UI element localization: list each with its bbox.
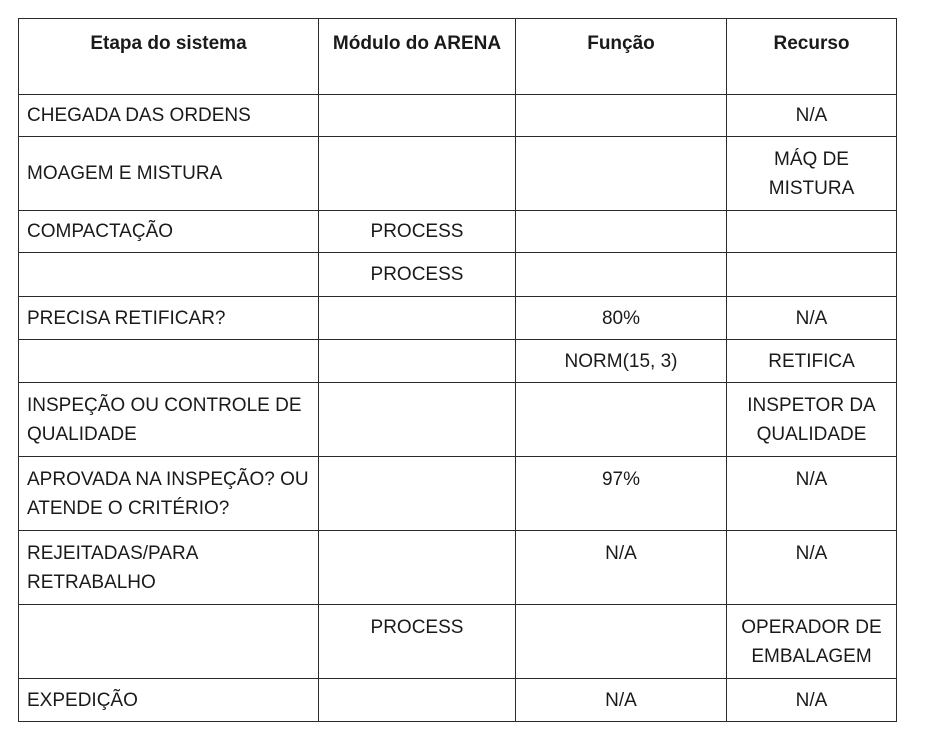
- cell-recurso: OPERADOR DE EMBALAGEM: [727, 605, 897, 679]
- cell-funcao: [516, 95, 727, 137]
- cell-etapa: PRECISA RETIFICAR?: [19, 297, 319, 340]
- table-row: [19, 211, 897, 253]
- table-row: [19, 605, 897, 679]
- table-row: [19, 457, 897, 531]
- cell-recurso: N/A: [727, 531, 897, 605]
- cell-etapa: EXPEDIÇÃO: [19, 679, 319, 722]
- cell-etapa: APROVADA NA INSPEÇÃO? OU ATENDE O CRITÉRIO?: [19, 457, 319, 531]
- cell-funcao: [516, 383, 727, 457]
- cell-recurso: N/A: [727, 457, 897, 531]
- cell-recurso: INSPETOR DA QUALIDADE: [727, 383, 897, 457]
- cell-funcao: 97%: [516, 457, 727, 531]
- table-row: [19, 679, 897, 722]
- cell-modulo: [319, 137, 516, 211]
- cell-modulo: [319, 531, 516, 605]
- cell-recurso: RETIFICA: [727, 340, 897, 383]
- table-row: [19, 383, 897, 457]
- cell-modulo: PROCESS: [319, 605, 516, 679]
- header-row: [19, 19, 897, 95]
- cell-funcao: [516, 137, 727, 211]
- cell-funcao: [516, 253, 727, 297]
- table-row: [19, 297, 897, 340]
- cell-etapa: COMPACTAÇÃO: [19, 211, 319, 253]
- table-row: [19, 95, 897, 137]
- table-row: [19, 531, 897, 605]
- cell-etapa: CHEGADA DAS ORDENS: [19, 95, 319, 137]
- table-row: [19, 137, 897, 211]
- cell-recurso: N/A: [727, 679, 897, 722]
- cell-funcao: [516, 211, 727, 253]
- cell-modulo: PROCESS: [319, 253, 516, 297]
- cell-funcao: N/A: [516, 679, 727, 722]
- header-modulo: Módulo do ARENA: [319, 19, 516, 95]
- header-etapa: Etapa do sistema: [19, 19, 319, 95]
- table-row: [19, 340, 897, 383]
- cell-etapa: MOAGEM E MISTURA: [19, 137, 319, 211]
- cell-recurso: N/A: [727, 297, 897, 340]
- cell-modulo: [319, 383, 516, 457]
- cell-modulo: [319, 95, 516, 137]
- table-row: [19, 253, 897, 297]
- cell-modulo: [319, 340, 516, 383]
- cell-funcao: NORM(15, 3): [516, 340, 727, 383]
- cell-recurso: [727, 211, 897, 253]
- cell-recurso: [727, 253, 897, 297]
- cell-modulo: PROCESS: [319, 211, 516, 253]
- cell-funcao: N/A: [516, 531, 727, 605]
- header-funcao: Função: [516, 19, 727, 95]
- cell-etapa: INSPEÇÃO OU CONTROLE DE QUALIDADE: [19, 383, 319, 457]
- cell-recurso: MÁQ DE MISTURA: [727, 137, 897, 211]
- header-recurso: Recurso: [727, 19, 897, 95]
- arena-module-table: [18, 18, 897, 722]
- cell-etapa: REJEITADAS/PARA RETRABALHO: [19, 531, 319, 605]
- cell-funcao: [516, 605, 727, 679]
- cell-etapa: [19, 340, 319, 383]
- cell-recurso: N/A: [727, 95, 897, 137]
- cell-modulo: [319, 679, 516, 722]
- cell-etapa: [19, 253, 319, 297]
- cell-etapa: [19, 605, 319, 679]
- cell-modulo: [319, 297, 516, 340]
- cell-modulo: [319, 457, 516, 531]
- cell-funcao: 80%: [516, 297, 727, 340]
